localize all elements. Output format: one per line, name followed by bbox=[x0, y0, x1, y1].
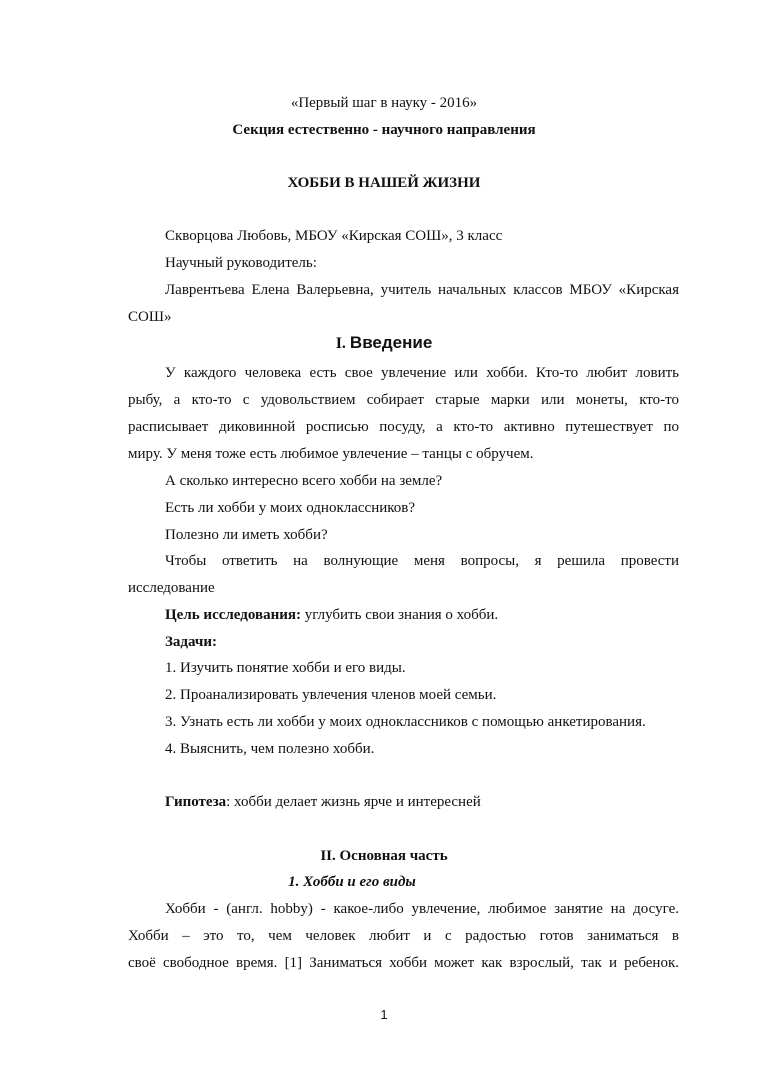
intro-paragraph-line: миру. У меня тоже есть любимое увлечение – танцы с обручем. bbox=[128, 446, 534, 462]
intro-heading-number: I. bbox=[335, 335, 346, 352]
hypothesis-label: Гипотеза bbox=[165, 794, 227, 810]
intro-paragraph-line: рыбу, а кто-то с удовольствием собирает старые марки или монеты, кто-то bbox=[128, 392, 679, 408]
task-item: 4. Выяснить, чем полезно хобби. bbox=[165, 741, 375, 757]
intro-paragraph-line: У каждого человека есть свое увлечение или хобби. Кто-то любит ловить bbox=[165, 365, 679, 381]
intro-heading bbox=[0, 334, 768, 353]
question-3: Полезно ли иметь хобби? bbox=[165, 527, 328, 543]
task-item: 3. Узнать есть ли хобби у моих одноклассников с помощью анкетирования. bbox=[165, 714, 646, 730]
question-2: Есть ли хобби у моих одноклассников? bbox=[165, 500, 416, 516]
main-paragraph-line: Хобби – это то, чем человек любит и с радостью готов заниматься в bbox=[128, 928, 679, 944]
question-1: А сколько интересно всего хобби на земле? bbox=[165, 473, 443, 489]
page-title: ХОББИ В НАШЕЙ ЖИЗНИ bbox=[287, 175, 481, 191]
research-paragraph-line: исследование bbox=[128, 580, 215, 596]
main-heading: II. Основная часть bbox=[320, 848, 448, 864]
author-line: Скворцова Любовь, МБОУ «Кирская СОШ», 3 класс bbox=[165, 228, 503, 244]
hypothesis-text: : хобби делает жизнь ярче и интересней bbox=[226, 794, 481, 810]
goal-label: Цель исследования: bbox=[165, 607, 301, 623]
supervisor-label: Научный руководитель: bbox=[165, 255, 317, 271]
main-paragraph-line: своё свободное время. [1] Заниматься хобби может как взрослый, так и ребенок. bbox=[128, 955, 679, 971]
page-number: 1 bbox=[380, 1007, 388, 1022]
goal-text: углубить свои знания о хобби. bbox=[300, 607, 499, 623]
hypothesis bbox=[165, 793, 481, 811]
main-subheading: 1. Хобби и его виды bbox=[288, 874, 416, 890]
supervisor-line-2: СОШ» bbox=[128, 309, 172, 325]
section-title: Секция естественно - научного направления bbox=[232, 122, 536, 138]
task-item: 2. Проанализировать увлечения членов моей семьи. bbox=[165, 687, 497, 703]
task-item: 1. Изучить понятие хобби и его виды. bbox=[165, 660, 406, 676]
main-paragraph-line: Хобби - (англ. hobby) - какое-либо увлечение, любимое занятие на досуге. bbox=[165, 901, 679, 917]
intro-heading-text: Введение bbox=[349, 333, 433, 352]
research-goal bbox=[165, 606, 498, 624]
research-paragraph-line: Чтобы ответить на волнующие меня вопросы, я решила провести bbox=[165, 553, 679, 569]
conference-title: «Первый шаг в науку - 2016» bbox=[290, 95, 478, 111]
supervisor-line: Лаврентьева Елена Валерьевна, учитель начальных классов МБОУ «Кирская bbox=[165, 282, 679, 298]
tasks-label: Задачи: bbox=[165, 634, 218, 650]
intro-paragraph-line: расписывает диковинной росписью посуду, а кто-то активно путешествует по bbox=[128, 419, 679, 435]
